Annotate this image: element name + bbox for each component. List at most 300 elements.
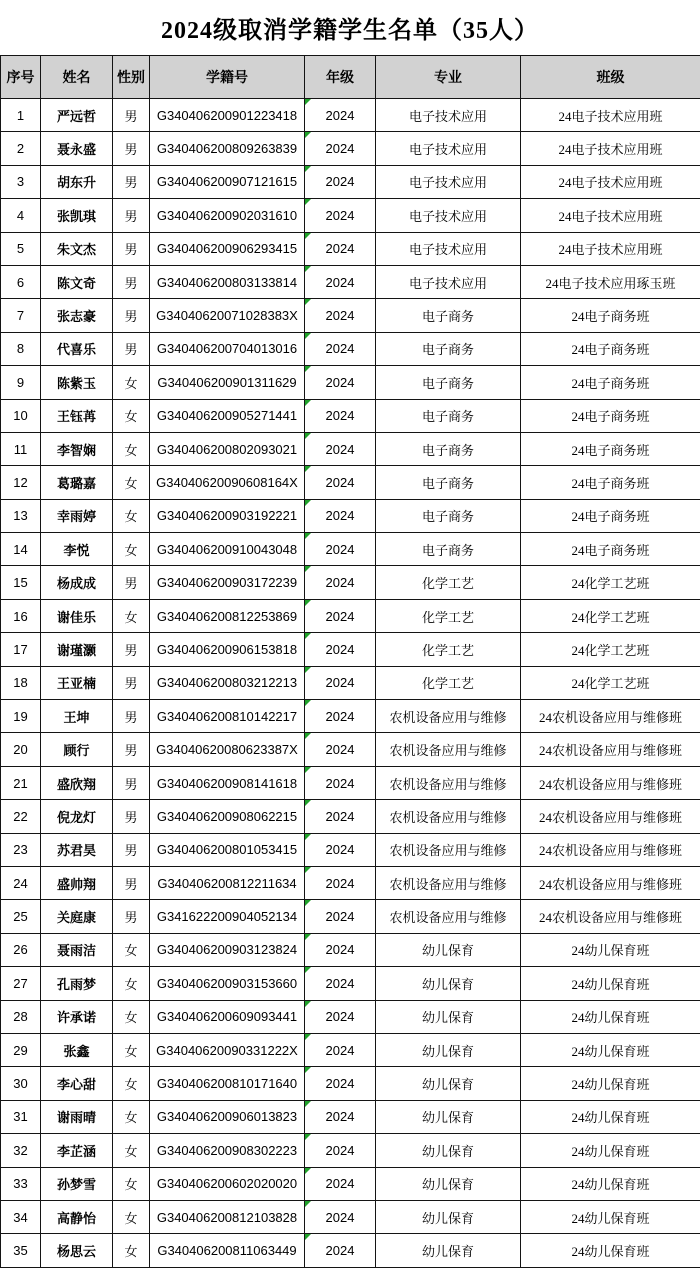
table-row <box>1 1000 700 1033</box>
cell-grade <box>305 1100 376 1133</box>
cell-major: 农机设备应用与维修 <box>376 833 521 866</box>
cell-major: 农机设备应用与维修 <box>376 766 521 799</box>
cell-name: 代喜乐 <box>41 332 113 365</box>
cell-major: 电子技术应用 <box>376 132 521 165</box>
grade-value: 2024 <box>325 675 355 691</box>
cell-major: 幼儿保育 <box>376 1033 521 1066</box>
cell-student-id: G340406200905271441 <box>150 399 305 432</box>
cell-major: 农机设备应用与维修 <box>376 800 521 833</box>
cell-name: 陈文奇 <box>41 265 113 298</box>
cell-no: 27 <box>1 967 41 1000</box>
cell-gender: 女 <box>113 1200 150 1233</box>
grade-value: 2024 <box>325 608 355 624</box>
cell-class: 24农机设备应用与维修班 <box>521 733 700 766</box>
grade-value: 2024 <box>325 141 355 157</box>
cell-name: 顾行 <box>41 733 113 766</box>
cell-grade <box>305 700 376 733</box>
column-header-name: 姓名 <box>41 56 113 99</box>
cell-grade <box>305 199 376 232</box>
cell-grade <box>305 533 376 566</box>
cell-gender: 女 <box>113 1033 150 1066</box>
cell-name: 谢瑾灏 <box>41 633 113 666</box>
cell-student-id: G340406200903153660 <box>150 967 305 1000</box>
table-row <box>1 332 700 365</box>
cell-class: 24电子商务班 <box>521 533 700 566</box>
cell-gender: 男 <box>113 199 150 232</box>
cell-name: 王亚楠 <box>41 666 113 699</box>
table-row <box>1 99 700 132</box>
cell-major: 电子商务 <box>376 466 521 499</box>
cell-class: 24化学工艺班 <box>521 566 700 599</box>
grade-value: 2024 <box>325 842 355 858</box>
table-row <box>1 1033 700 1066</box>
cell-student-id: G340406200907121615 <box>150 165 305 198</box>
cell-class: 24幼儿保育班 <box>521 1033 700 1066</box>
cell-name: 孙梦雪 <box>41 1167 113 1200</box>
table-row <box>1 533 700 566</box>
grade-value: 2024 <box>325 1076 355 1092</box>
title-bar <box>0 0 700 55</box>
cell-no: 19 <box>1 700 41 733</box>
table-header-row <box>1 56 700 99</box>
cell-grade <box>305 1134 376 1167</box>
cell-no: 12 <box>1 466 41 499</box>
cell-class: 24幼儿保育班 <box>521 1134 700 1167</box>
cell-class: 24农机设备应用与维修班 <box>521 866 700 899</box>
table-row <box>1 700 700 733</box>
page-title: 2024级取消学籍学生名单（35人） <box>161 18 539 44</box>
grade-value: 2024 <box>325 441 355 457</box>
cell-major: 幼儿保育 <box>376 1134 521 1167</box>
cell-no: 21 <box>1 766 41 799</box>
cell-gender: 女 <box>113 1067 150 1100</box>
cell-no: 20 <box>1 733 41 766</box>
cell-no: 5 <box>1 232 41 265</box>
table-row <box>1 1067 700 1100</box>
cell-grade <box>305 933 376 966</box>
stored-as-text-flag-icon <box>305 1201 311 1207</box>
cell-name: 聂永盛 <box>41 132 113 165</box>
cell-no: 22 <box>1 800 41 833</box>
cell-grade <box>305 900 376 933</box>
cell-student-id: G340406200908062215 <box>150 800 305 833</box>
stored-as-text-flag-icon <box>305 566 311 572</box>
grade-value: 2024 <box>325 1242 355 1258</box>
cell-name: 李心甜 <box>41 1067 113 1100</box>
cell-grade <box>305 432 376 465</box>
cell-class: 24化学工艺班 <box>521 633 700 666</box>
cell-class: 24电子商务班 <box>521 299 700 332</box>
cell-major: 农机设备应用与维修 <box>376 700 521 733</box>
cell-class: 24农机设备应用与维修班 <box>521 900 700 933</box>
table-row <box>1 566 700 599</box>
cell-no: 32 <box>1 1134 41 1167</box>
grade-value: 2024 <box>325 1142 355 1158</box>
stored-as-text-flag-icon <box>305 633 311 639</box>
stored-as-text-flag-icon <box>305 1234 311 1240</box>
cell-no: 1 <box>1 99 41 132</box>
cell-major: 电子商务 <box>376 499 521 532</box>
stored-as-text-flag-icon <box>305 500 311 506</box>
column-header-gender: 性别 <box>113 56 150 99</box>
grade-value: 2024 <box>325 708 355 724</box>
table-row <box>1 366 700 399</box>
cell-major: 化学工艺 <box>376 566 521 599</box>
cell-student-id: G340406200906013823 <box>150 1100 305 1133</box>
cell-grade <box>305 165 376 198</box>
cell-class: 24农机设备应用与维修班 <box>521 766 700 799</box>
cell-student-id: G340406200901311629 <box>150 366 305 399</box>
grade-value: 2024 <box>325 107 355 123</box>
cell-grade <box>305 800 376 833</box>
cell-class: 24幼儿保育班 <box>521 967 700 1000</box>
cell-name: 张志豪 <box>41 299 113 332</box>
cell-class: 24电子商务班 <box>521 466 700 499</box>
cell-grade <box>305 866 376 899</box>
column-header-major: 专业 <box>376 56 521 99</box>
cell-grade <box>305 599 376 632</box>
stored-as-text-flag-icon <box>305 934 311 940</box>
grade-value: 2024 <box>325 1109 355 1125</box>
cell-student-id: G34040620071028383X <box>150 299 305 332</box>
cell-student-id: G340406200812253869 <box>150 599 305 632</box>
cell-gender: 女 <box>113 1234 150 1267</box>
cell-student-id: G340406200801053415 <box>150 833 305 866</box>
cell-student-id: G340406200812211634 <box>150 866 305 899</box>
cell-student-id: G340406200810171640 <box>150 1067 305 1100</box>
cell-student-id: G34040620080623387X <box>150 733 305 766</box>
cell-grade <box>305 1200 376 1233</box>
cell-class: 24电子技术应用琢玉班 <box>521 265 700 298</box>
cell-name: 倪龙灯 <box>41 800 113 833</box>
cell-gender: 女 <box>113 933 150 966</box>
cell-major: 化学工艺 <box>376 666 521 699</box>
cell-student-id: G340406200903123824 <box>150 933 305 966</box>
cell-name: 盛帅翔 <box>41 866 113 899</box>
stored-as-text-flag-icon <box>305 967 311 973</box>
cell-no: 35 <box>1 1234 41 1267</box>
table-row <box>1 165 700 198</box>
cell-student-id: G340406200903172239 <box>150 566 305 599</box>
grade-value: 2024 <box>325 875 355 891</box>
cell-student-id: G340406200908141618 <box>150 766 305 799</box>
cell-grade <box>305 299 376 332</box>
cell-name: 王钰苒 <box>41 399 113 432</box>
grade-value: 2024 <box>325 508 355 524</box>
cell-no: 15 <box>1 566 41 599</box>
table-row <box>1 599 700 632</box>
cell-class: 24化学工艺班 <box>521 666 700 699</box>
cell-class: 24农机设备应用与维修班 <box>521 700 700 733</box>
cell-class: 24幼儿保育班 <box>521 1200 700 1233</box>
column-header-class: 班级 <box>521 56 700 99</box>
cell-gender: 女 <box>113 466 150 499</box>
cell-class: 24幼儿保育班 <box>521 1100 700 1133</box>
cell-gender: 男 <box>113 900 150 933</box>
cell-class: 24幼儿保育班 <box>521 1000 700 1033</box>
stored-as-text-flag-icon <box>305 800 311 806</box>
cell-major: 电子商务 <box>376 299 521 332</box>
stored-as-text-flag-icon <box>305 400 311 406</box>
cell-major: 电子技术应用 <box>376 265 521 298</box>
grade-value: 2024 <box>325 1042 355 1058</box>
grade-value: 2024 <box>325 341 355 357</box>
stored-as-text-flag-icon <box>305 834 311 840</box>
cell-grade <box>305 332 376 365</box>
cell-gender: 男 <box>113 566 150 599</box>
grade-value: 2024 <box>325 575 355 591</box>
cell-class: 24电子技术应用班 <box>521 99 700 132</box>
stored-as-text-flag-icon <box>305 333 311 339</box>
cell-grade <box>305 766 376 799</box>
cell-gender: 女 <box>113 1100 150 1133</box>
cell-name: 盛欣翔 <box>41 766 113 799</box>
cell-gender: 女 <box>113 366 150 399</box>
cell-name: 关庭康 <box>41 900 113 933</box>
stored-as-text-flag-icon <box>305 99 311 105</box>
cell-major: 电子商务 <box>376 533 521 566</box>
cell-gender: 男 <box>113 99 150 132</box>
cell-grade <box>305 967 376 1000</box>
grade-value: 2024 <box>325 174 355 190</box>
cell-grade <box>305 232 376 265</box>
table-row <box>1 866 700 899</box>
grade-value: 2024 <box>325 942 355 958</box>
table-row <box>1 432 700 465</box>
cell-student-id: G340406200910043048 <box>150 533 305 566</box>
cell-grade <box>305 399 376 432</box>
cell-grade <box>305 466 376 499</box>
cell-student-id: G341622200904052134 <box>150 900 305 933</box>
cell-major: 电子商务 <box>376 432 521 465</box>
cell-major: 化学工艺 <box>376 633 521 666</box>
cell-no: 8 <box>1 332 41 365</box>
cell-gender: 男 <box>113 299 150 332</box>
stored-as-text-flag-icon <box>305 1034 311 1040</box>
cell-class: 24农机设备应用与维修班 <box>521 833 700 866</box>
cell-grade <box>305 666 376 699</box>
table-row <box>1 132 700 165</box>
cell-name: 许承诺 <box>41 1000 113 1033</box>
cell-class: 24电子技术应用班 <box>521 165 700 198</box>
cell-student-id: G34040620090331222X <box>150 1033 305 1066</box>
cell-major: 电子技术应用 <box>376 199 521 232</box>
cell-no: 31 <box>1 1100 41 1133</box>
cell-no: 30 <box>1 1067 41 1100</box>
stored-as-text-flag-icon <box>305 700 311 706</box>
table-row <box>1 900 700 933</box>
cell-gender: 男 <box>113 766 150 799</box>
cell-student-id: G340406200903192221 <box>150 499 305 532</box>
cell-gender: 女 <box>113 1134 150 1167</box>
table-row <box>1 967 700 1000</box>
cell-grade <box>305 1234 376 1267</box>
cell-class: 24电子技术应用班 <box>521 232 700 265</box>
cell-major: 幼儿保育 <box>376 1000 521 1033</box>
cell-no: 26 <box>1 933 41 966</box>
cell-grade <box>305 1167 376 1200</box>
cell-name: 张凯琪 <box>41 199 113 232</box>
cell-student-id: G340406200902031610 <box>150 199 305 232</box>
table-row <box>1 800 700 833</box>
table-row <box>1 1134 700 1167</box>
cell-student-id: G340406200906153818 <box>150 633 305 666</box>
cell-grade <box>305 1000 376 1033</box>
cell-name: 李智娴 <box>41 432 113 465</box>
grade-value: 2024 <box>325 742 355 758</box>
table-row <box>1 265 700 298</box>
cell-class: 24幼儿保育班 <box>521 933 700 966</box>
cell-name: 朱文杰 <box>41 232 113 265</box>
cell-major: 电子商务 <box>376 332 521 365</box>
cell-name: 苏君昊 <box>41 833 113 866</box>
stored-as-text-flag-icon <box>305 767 311 773</box>
cell-gender: 男 <box>113 232 150 265</box>
table-row <box>1 199 700 232</box>
cell-gender: 男 <box>113 733 150 766</box>
cell-major: 农机设备应用与维修 <box>376 866 521 899</box>
stored-as-text-flag-icon <box>305 366 311 372</box>
table-body <box>1 99 700 1268</box>
cell-no: 28 <box>1 1000 41 1033</box>
cell-student-id: G340406200609093441 <box>150 1000 305 1033</box>
grade-value: 2024 <box>325 909 355 925</box>
cell-major: 化学工艺 <box>376 599 521 632</box>
table-row <box>1 399 700 432</box>
stored-as-text-flag-icon <box>305 1067 311 1073</box>
cell-grade <box>305 733 376 766</box>
cell-student-id: G340406200802093021 <box>150 432 305 465</box>
cell-no: 4 <box>1 199 41 232</box>
grade-value: 2024 <box>325 408 355 424</box>
table-row <box>1 733 700 766</box>
cell-student-id: G340406200901223418 <box>150 99 305 132</box>
cell-name: 杨成成 <box>41 566 113 599</box>
cell-class: 24幼儿保育班 <box>521 1167 700 1200</box>
cell-gender: 男 <box>113 700 150 733</box>
cell-no: 11 <box>1 432 41 465</box>
cell-grade <box>305 833 376 866</box>
stored-as-text-flag-icon <box>305 600 311 606</box>
cell-student-id: G340406200810142217 <box>150 700 305 733</box>
stored-as-text-flag-icon <box>305 900 311 906</box>
stored-as-text-flag-icon <box>305 733 311 739</box>
column-header-no: 序号 <box>1 56 41 99</box>
cell-no: 16 <box>1 599 41 632</box>
cell-no: 14 <box>1 533 41 566</box>
cell-gender: 男 <box>113 800 150 833</box>
cell-name: 幸雨婷 <box>41 499 113 532</box>
table-row <box>1 466 700 499</box>
cell-name: 孔雨梦 <box>41 967 113 1000</box>
cell-class: 24电子商务班 <box>521 432 700 465</box>
cell-major: 农机设备应用与维修 <box>376 733 521 766</box>
cell-class: 24电子技术应用班 <box>521 132 700 165</box>
grade-value: 2024 <box>325 1209 355 1225</box>
stored-as-text-flag-icon <box>305 166 311 172</box>
cell-name: 杨思云 <box>41 1234 113 1267</box>
cell-no: 29 <box>1 1033 41 1066</box>
cell-major: 电子技术应用 <box>376 99 521 132</box>
cell-no: 17 <box>1 633 41 666</box>
grade-value: 2024 <box>325 274 355 290</box>
cell-grade <box>305 566 376 599</box>
cell-class: 24化学工艺班 <box>521 599 700 632</box>
stored-as-text-flag-icon <box>305 1101 311 1107</box>
cell-major: 农机设备应用与维修 <box>376 900 521 933</box>
cell-grade <box>305 132 376 165</box>
cell-gender: 男 <box>113 866 150 899</box>
grade-value: 2024 <box>325 1176 355 1192</box>
table-row <box>1 499 700 532</box>
cell-name: 胡东升 <box>41 165 113 198</box>
cell-major: 幼儿保育 <box>376 1234 521 1267</box>
cell-major: 幼儿保育 <box>376 1167 521 1200</box>
table-row <box>1 232 700 265</box>
stored-as-text-flag-icon <box>305 1168 311 1174</box>
cell-grade <box>305 1067 376 1100</box>
cell-gender: 男 <box>113 265 150 298</box>
cell-gender: 男 <box>113 132 150 165</box>
cell-class: 24农机设备应用与维修班 <box>521 800 700 833</box>
stored-as-text-flag-icon <box>305 433 311 439</box>
cell-class: 24电子商务班 <box>521 332 700 365</box>
stored-as-text-flag-icon <box>305 233 311 239</box>
cell-student-id: G340406200602020020 <box>150 1167 305 1200</box>
table-row <box>1 666 700 699</box>
grade-value: 2024 <box>325 775 355 791</box>
cell-student-id: G340406200812103828 <box>150 1200 305 1233</box>
cell-major: 电子技术应用 <box>376 232 521 265</box>
cell-student-id: G34040620090608164X <box>150 466 305 499</box>
cell-no: 10 <box>1 399 41 432</box>
table-row <box>1 766 700 799</box>
column-header-grade: 年级 <box>305 56 376 99</box>
cell-name: 高静怡 <box>41 1200 113 1233</box>
cell-no: 23 <box>1 833 41 866</box>
cell-no: 34 <box>1 1200 41 1233</box>
cell-no: 18 <box>1 666 41 699</box>
cell-major: 幼儿保育 <box>376 1100 521 1133</box>
table-row <box>1 1234 700 1267</box>
cell-student-id: G340406200704013016 <box>150 332 305 365</box>
grade-value: 2024 <box>325 474 355 490</box>
cell-no: 9 <box>1 366 41 399</box>
cell-name: 陈紫玉 <box>41 366 113 399</box>
cell-no: 3 <box>1 165 41 198</box>
cell-name: 张鑫 <box>41 1033 113 1066</box>
stored-as-text-flag-icon <box>305 867 311 873</box>
cell-gender: 男 <box>113 666 150 699</box>
stored-as-text-flag-icon <box>305 533 311 539</box>
cell-gender: 男 <box>113 833 150 866</box>
cell-class: 24电子技术应用班 <box>521 199 700 232</box>
cell-no: 25 <box>1 900 41 933</box>
column-header-student-id: 学籍号 <box>150 56 305 99</box>
cell-grade <box>305 1033 376 1066</box>
cell-gender: 男 <box>113 332 150 365</box>
cell-major: 幼儿保育 <box>376 933 521 966</box>
table-row <box>1 633 700 666</box>
grade-value: 2024 <box>325 541 355 557</box>
cell-gender: 女 <box>113 499 150 532</box>
cell-grade <box>305 265 376 298</box>
cell-grade <box>305 366 376 399</box>
grade-value: 2024 <box>325 241 355 257</box>
stored-as-text-flag-icon <box>305 1001 311 1007</box>
table-row <box>1 833 700 866</box>
grade-value: 2024 <box>325 308 355 324</box>
